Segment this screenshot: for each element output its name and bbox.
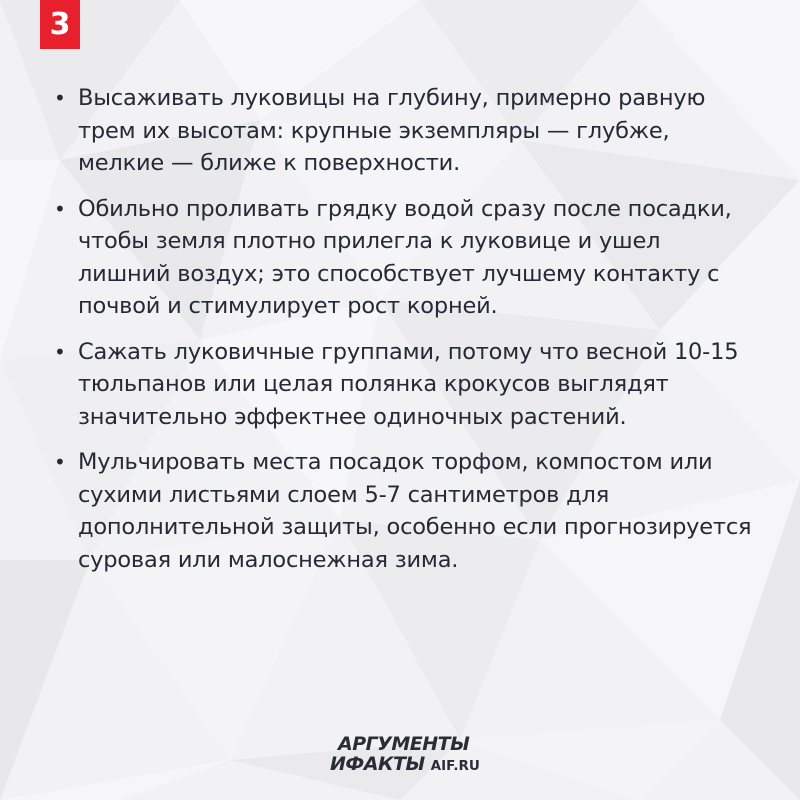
list-item bbox=[54, 193, 754, 323]
aif-logo bbox=[330, 733, 498, 776]
bullet-marker: • bbox=[54, 450, 66, 474]
page-number-badge: 3 bbox=[40, 0, 80, 49]
logo-line-2-text: ИФАКТЫ bbox=[330, 753, 425, 775]
bullet-marker: • bbox=[54, 339, 66, 364]
logo-line-1: АРГУМЕНТЫ bbox=[338, 733, 470, 755]
list-item-text: Мульчировать места посадок торфом, компостом или сухими листьями слоем 5-7 сантиметров для дополнительной защиты, особенно если прогнозируется суровая или малоснежная зима. bbox=[78, 449, 752, 573]
list-item-text: Высаживать луковицы на глубину, примерно равную трем их высотам: крупные экземпляры — глубже, мелкие — ближе к поверхности. bbox=[78, 85, 706, 176]
logo-site-text: AIF.RU bbox=[430, 758, 480, 774]
bullet-marker: • bbox=[54, 196, 66, 221]
list-item-text: Сажать луковичные группами, потому что весной 10-15 тюльпанов или целая полянка крокусов выглядят значительно эффектнее одиночных растений. bbox=[78, 338, 739, 430]
bullet-list bbox=[54, 82, 754, 589]
list-item-text: Обильно проливать грядку водой сразу после посадки, чтобы земля плотно прилегла к луковице и ушел лишний воздух; это способствует лучшему контакту с почвой и стимулирует рост корней. bbox=[78, 195, 732, 319]
list-item bbox=[54, 336, 754, 434]
bullet-marker: • bbox=[54, 86, 66, 110]
list-item bbox=[54, 446, 754, 576]
logo-line-2 bbox=[330, 754, 498, 776]
list-item bbox=[54, 82, 754, 180]
